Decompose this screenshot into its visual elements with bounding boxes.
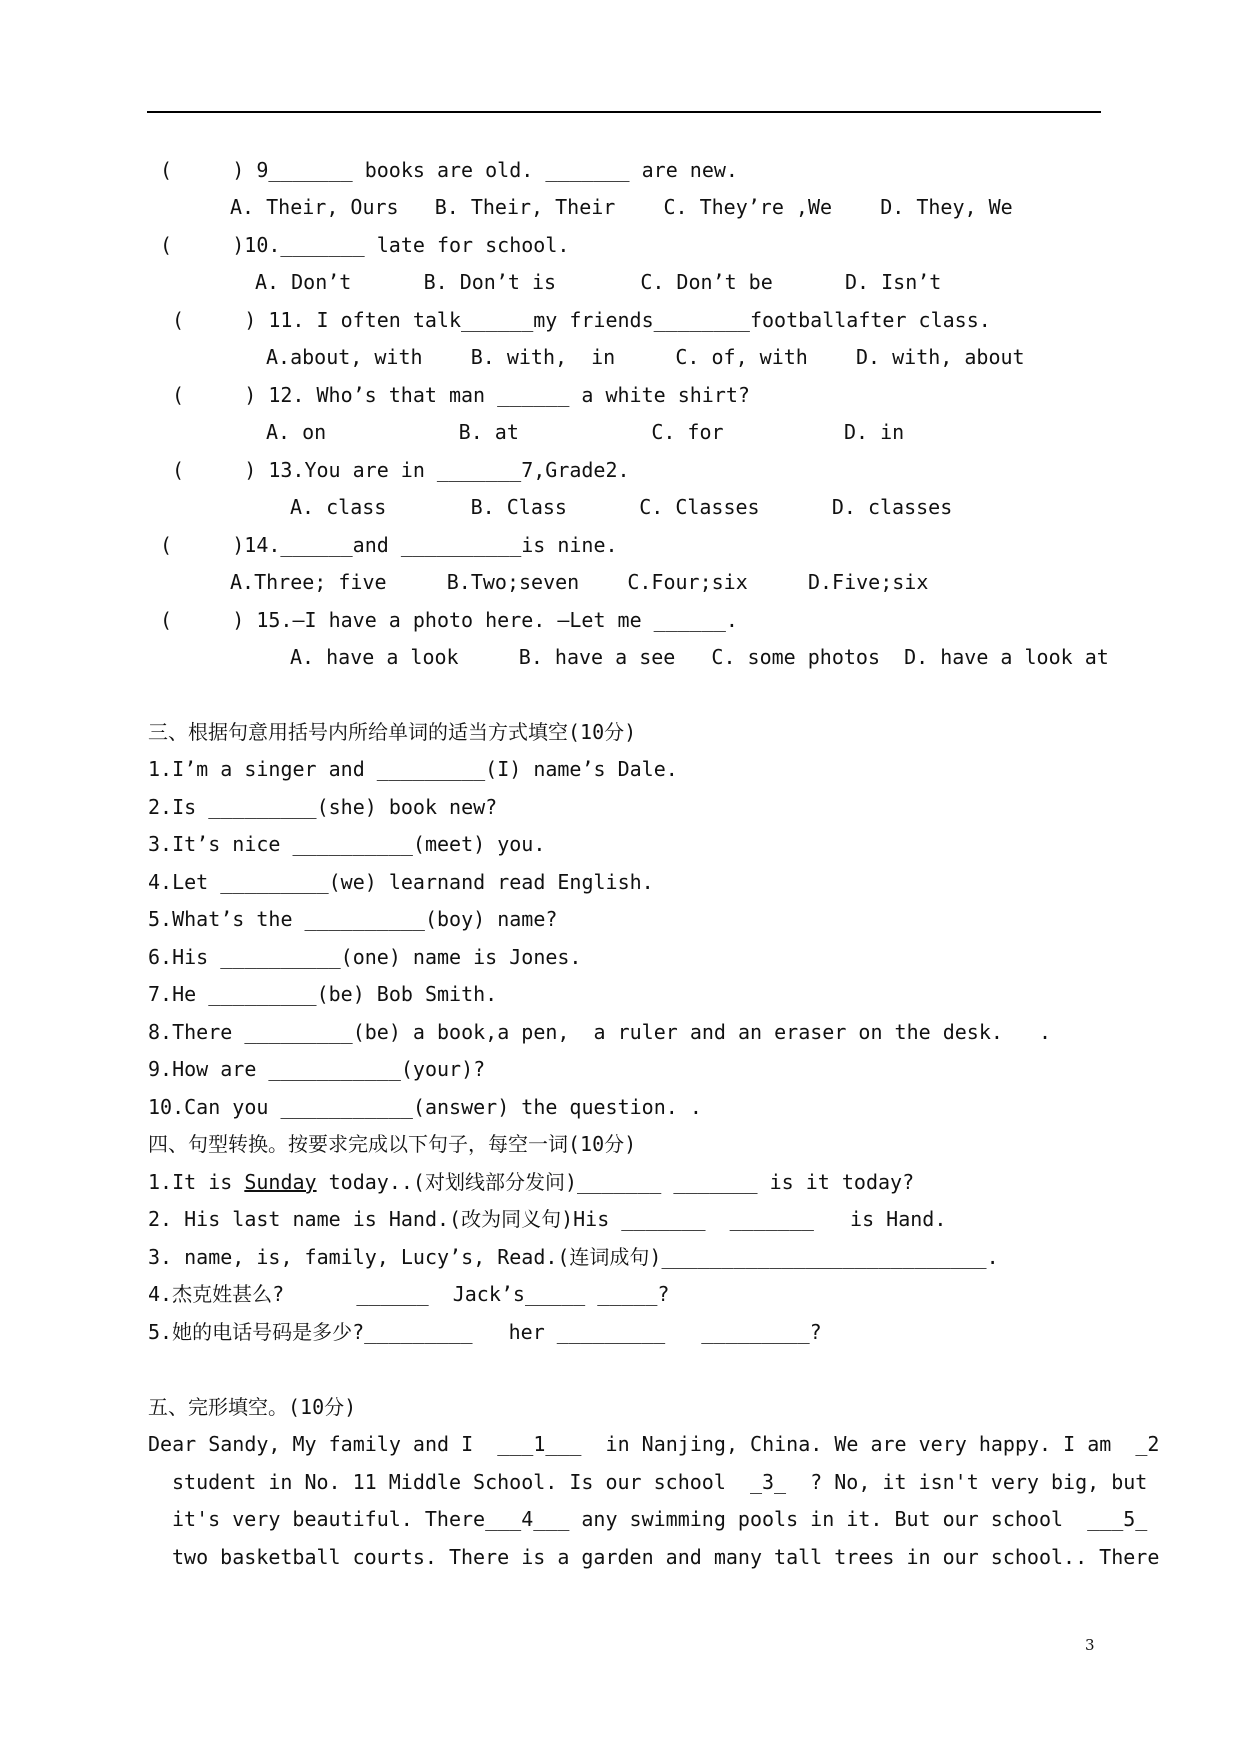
question-9: ( ) 9_______ books are old. _______ are new. [160, 158, 738, 182]
item-1-post: today..(对划线部分发问)_______ _______ is it today? [316, 1170, 915, 1194]
question-15-options: A. have a look B. have a see C. some photos D. have a look at [290, 645, 1109, 669]
section-3-item: 6.His __________(one) name is Jones. [148, 945, 582, 969]
section-3-item: 7.He _________(be) Bob Smith. [148, 982, 498, 1006]
question-15: ( ) 15.—I have a photo here. —Let me ______. [160, 608, 738, 632]
section-3-item: 8.There _________(be) a book,a pen, a ruler and an eraser on the desk. . [148, 1020, 1052, 1044]
section-3-heading: 三、根据句意用括号内所给单词的适当方式填空(10分) [148, 720, 637, 744]
section-4-item: 5.她的电话号码是多少?_________ her _________ _________? [148, 1320, 822, 1344]
question-13-options: A. class B. Class C. Classes D. classes [290, 495, 953, 519]
cloze-line: two basketball courts. There is a garden and many tall trees in our school.. There [172, 1545, 1160, 1569]
question-10-options: A. Don’t B. Don’t is C. Don’t be D. Isn’t [255, 270, 942, 294]
cloze-line: student in No. 11 Middle School. Is our school _3_ ? No, it isn't very big, but [172, 1470, 1148, 1494]
header-rule [147, 111, 1101, 113]
question-13: ( ) 13.You are in _______7,Grade2. [172, 458, 630, 482]
cloze-line: it's very beautiful. There___4___ any swimming pools in it. But our school ___5_ [172, 1507, 1148, 1531]
section-3-item: 5.What’s the __________(boy) name? [148, 907, 558, 931]
section-4-item: 3. name, is, family, Lucy’s, Read.(连词成句)___________________________. [148, 1245, 999, 1269]
section-3-item: 3.It’s nice __________(meet) you. [148, 832, 546, 856]
question-9-options: A. Their, Ours B. Their, Their C. They’re ,We D. They, We [230, 195, 1013, 219]
page-number: 3 [1085, 1636, 1095, 1654]
section-3-item: 10.Can you ___________(answer) the question. . [148, 1095, 702, 1119]
section-4-item: 4.杰克姓甚么? ______ Jack’s_____ _____? [148, 1282, 670, 1306]
item-1-pre: 1.It is [148, 1170, 245, 1194]
section-5-heading: 五、完形填空。(10分) [148, 1395, 357, 1419]
section-3-item: 4.Let _________(we) learnand read English. [148, 870, 654, 894]
section-3-item: 1.I’m a singer and _________(I) name’s Dale. [148, 757, 678, 781]
section-3-item: 2.Is _________(she) book new? [148, 795, 498, 819]
question-12-options: A. on B. at C. for D. in [266, 420, 905, 444]
underlined-word: Sunday [244, 1170, 317, 1194]
question-14: ( )14.______and __________is nine. [160, 533, 618, 557]
question-12: ( ) 12. Who’s that man ______ a white shirt? [172, 383, 750, 407]
section-4-heading: 四、句型转换。按要求完成以下句子，每空一词(10分) [148, 1132, 637, 1156]
question-11-options: A.about, with B. with, in C. of, with D. with, about [266, 345, 1025, 369]
question-11: ( ) 11. I often talk______my friends________footballafter class. [172, 308, 991, 332]
section-4-item-1 [148, 1169, 914, 1195]
section-3-item: 9.How are ___________(your)? [148, 1057, 486, 1081]
cloze-line: Dear Sandy, My family and I ___1___ in Nanjing, China. We are very happy. I am _2 [148, 1432, 1160, 1456]
question-14-options: A.Three; five B.Two;seven C.Four;six D.Five;six [230, 570, 929, 594]
question-10: ( )10._______ late for school. [160, 233, 570, 257]
section-4-item: 2. His last name is Hand.(改为同义句)His _______ _______ is Hand. [148, 1207, 947, 1231]
